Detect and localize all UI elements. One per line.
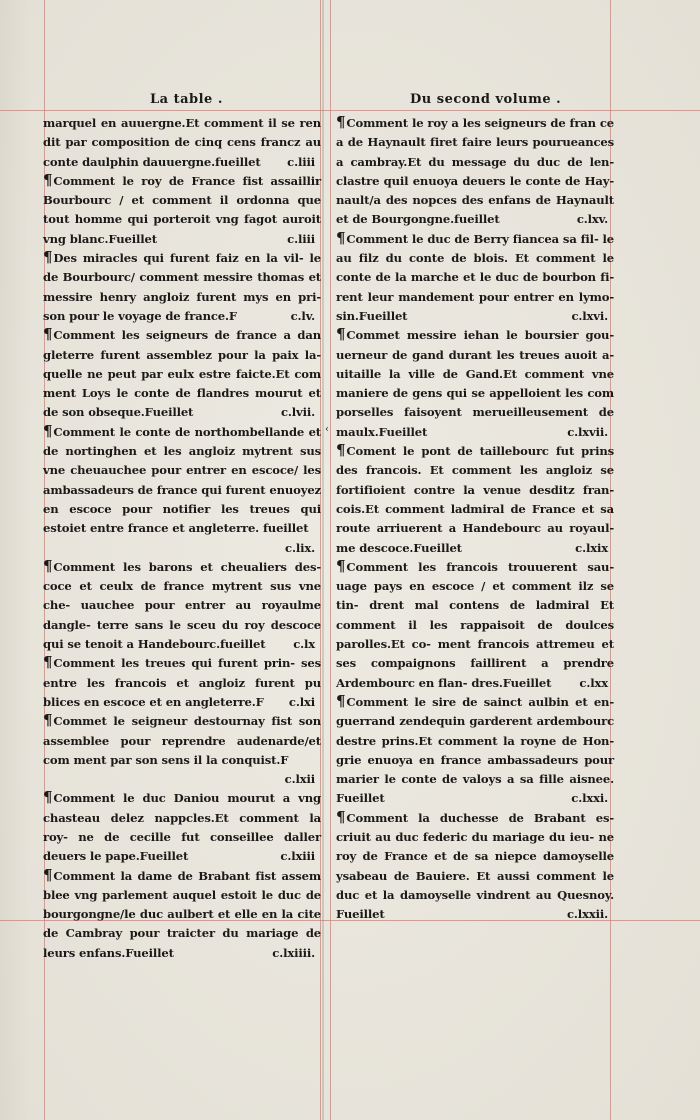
table-entry [43,867,321,963]
folio-reference: c.lvii. [280,405,315,420]
entry-text: Comment le roy a les seigneurs de fran ce a de Haynault firet faire leurs pourueances a cambray.Et du message du duc de len- clastre quil enuoya deuers le conte de Hay- nault/a des nopces des enfans de Haynault et de Bourgongne.fueillet [336,116,614,227]
folio-reference: c.lxiii [280,849,315,864]
pilcrow-icon: ¶ [43,653,53,672]
pilcrow-icon: ¶ [336,556,346,575]
folio-reference: c.lv. [290,308,315,323]
table-entry [336,809,614,925]
page-fold [322,0,324,1120]
entry-text: Comment le sire de sainct aulbin et en- guerrand zendequin garderent ardembourc destre prins.Et comment la royne de Hon- grie enuoya en france ambassadeurs pour marier le conte de valoys a sa fille aisnee. Fueillet [336,694,614,806]
entry-text: Commet le seigneur destournay fist son assemblee pour reprendre audenarde/et com ment par son sens il la conquist.F [43,714,321,767]
pilcrow-icon: ¶ [43,556,53,575]
folio-reference: c.lxxii. [567,907,608,922]
pilcrow-icon: ¶ [43,248,53,267]
folio-reference: c.lix. [285,540,315,555]
pilcrow-icon: ¶ [336,228,346,247]
entry-text: Comment la duchesse de Brabant es- criuit au duc federic du mariage du ieu- ne roy de France et de sa niepce damoyselle ysabeau de Bauiere. Et aussi comment le duc et la damoyselle vindrent au Quesnoy. Fueillet [336,810,614,922]
entry-text: Coment le pont de taillebourc fut prins des francois. Et comment les angloiz se fortifioient contre la venue desditz fran- cois.Et comment ladmiral de France et sa route arriuerent a Handebourc au royaul- me descoce.Fueillet [336,444,614,555]
margin-rule-gutter-right [330,0,331,1120]
table-entry [43,326,321,422]
entry-text: Comment le duc Daniou mourut a vng chasteau delez nappcles.Et comment la roy- ne de cecille fut conseillee daller deuers le pape.Fueillet [43,791,321,864]
folio-reference: c.lxx [579,675,608,690]
folio-reference: c.lxvi. [571,308,608,323]
pilcrow-icon: ¶ [43,170,53,189]
table-entry [43,423,321,558]
running-header-right: Du second volume . [410,92,562,107]
pilcrow-icon: ¶ [336,691,346,710]
folio-reference: c.lxi [288,694,315,709]
table-entry [336,558,614,693]
entry-text: Comment les seigneurs de france a dan gleterre furent assemblez pour la paix la- quelle ne peut par eulx estre faicte.Et com ment Loys le conte de flandres mourut et de son obseque.Fueillet [43,328,321,420]
folio-reference: c.liii [287,154,315,169]
pilcrow-icon: ¶ [336,113,346,131]
folio-reference: c.lxv. [576,212,608,227]
folio-reference: c.lxii [284,772,315,787]
pilcrow-icon: ¶ [43,865,53,884]
pilcrow-icon: ¶ [336,441,346,460]
folio-reference: c.lxxi. [571,791,608,806]
table-entry [43,712,321,789]
table-entry [43,558,321,654]
entry-text: marquel en auuergne.Et comment il se ren dit par composition de cinq cens francz au conte daulphin dauuergne.fueillet [43,116,321,169]
table-entry [336,442,614,558]
entry-text: Commet messire iehan le boursier gou- uerneur de gand durant les treues auoit a- uitaille la ville de Gand.Et comment vne maniere de gens qui se appelloient les com porselles faisoyent merueilleusement de maulx.Fueillet [336,328,614,439]
entry-text: Comment les francois trouuerent sau- uage pays en escoce / et comment ilz se tin- drent mal contens de ladmiral Et comment il les rappaisoit de doulces parolles.Et co- ment francois attremeu et ses compaignons faillirent a prendre Ardembourc en flan- dres.Fueillet [336,559,614,690]
table-entry [43,172,321,249]
pilcrow-icon: ¶ [336,325,346,344]
table-entry [336,230,614,326]
pilcrow-icon: ¶ [43,421,53,440]
folio-reference: c.lxvii. [567,424,608,439]
entry-text: Comment le duc de Berry fiancea sa fil- le au filz du conte de blois. Et comment le conte de la marche et le duc de bourbon fi- rent leur mandement pour entrer en lymo- sin.Fueillet [336,231,614,323]
pilcrow-icon: ¶ [43,711,53,730]
entry-text: Comment les barons et cheualiers des- coce et ceulx de france mytrent sus vne che- uauchee pour entrer au royaulme dangle- terre sans le sceu du roy descoce qui se tenoit a Handebourc.fueillet [43,559,321,652]
entry-text: Comment le conte de northombellande et de nortinghen et les angloiz mytrent sus vne cheuauchee pour entrer en escoce/ les ambassadeurs de france qui furent enuoyez en escoce pour notifier les treues qui estoiet entre france et angleterre. fueillet [43,424,321,536]
pilcrow-icon: ¶ [43,325,53,344]
table-column-right [336,114,614,924]
table-entry [43,654,321,712]
entry-text: Comment la dame de Brabant fist assem blee vng parlement auquel estoit le duc de bourgongne/le duc aulbert et elle en la cite de Cambray pour traicter du mariage de leurs enfans.Fueillet [43,868,321,960]
margin-rule-top [0,110,700,111]
folio-reference: c.lxix [575,540,608,555]
table-entry [43,249,321,326]
table-column-left [43,114,321,963]
entry-text: Comment le roy de France fist assaillir Bourbourc / et comment il ordonna que tout homme qui porteroit vng fagot auroit vng blanc.Fueillet [43,173,321,246]
folio-reference: c.lxiiii. [272,945,315,960]
pilcrow-icon: ¶ [336,807,346,826]
entry-text: Des miracles qui furent faiz en la vil- le de Bourbourc/ comment messire thomas et messire henry angloiz furent mys en pri- son pour le voyage de france.F [43,251,321,323]
table-entry [336,693,614,809]
printer-mark: ‹ [325,424,329,435]
table-entry [336,326,614,442]
pilcrow-icon: ¶ [43,788,53,807]
table-entry [336,114,614,230]
table-entry [43,114,321,172]
folio-reference: c.liii [287,231,315,246]
folio-reference: c.lx [293,637,315,652]
running-header-left: La table . [150,92,223,107]
table-entry [43,789,321,866]
entry-text: Comment les treues qui furent prin- ses entre les francois et angloiz furent pu blices en escoce et en angleterre.F [43,656,321,709]
